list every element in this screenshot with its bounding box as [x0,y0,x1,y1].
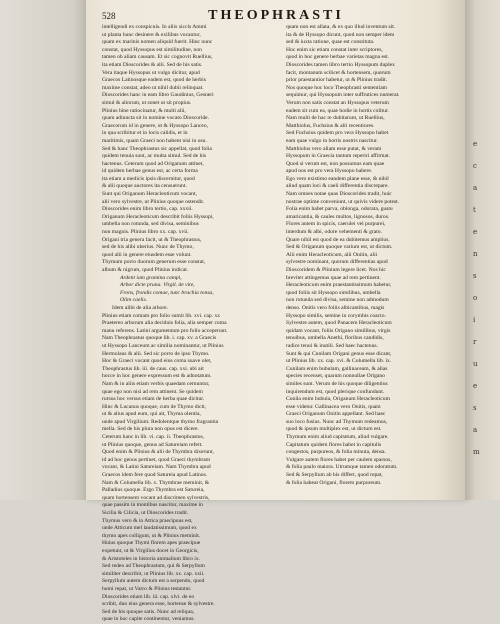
text-line: Nam Theophrastus quoque lib. i. cap. xv. a Graecis [102,335,217,342]
text-line: quam ex marinis nomen aliquid fuerit. Hinc nunc [102,39,213,46]
text-line: Thymum porro duorum generum esse constat, [102,259,206,266]
text-line: Serpyllum autem dictum est a serpendo, quod [102,578,205,585]
text-line: Hoc enim sic etiam constat inter scriptores, [286,46,383,53]
text-line: interdum & albi, odore vehementi & grato. [286,229,383,236]
text-line: expetunt, ut & Virgilius docet in Georgicis, [102,547,199,554]
facing-page-glyph: e [473,140,478,148]
text-line: Folia enim habet parva, oblonga, odorata, gustu [286,206,393,213]
running-head: THEOPHRASTI [208,8,344,23]
text-line: Dioscorides etiam lib. iii. cap. xlvi. de eo [102,593,195,600]
text-line: manu referens. Latini argumentum pro folio acceperunt. [102,327,228,334]
facing-page-glyph: i [473,316,476,324]
book-page [86,0,466,623]
text-line: ut & alius apud eum, qui ait, Thyma olentia, [102,411,201,418]
facing-page-glyph: s [473,404,477,412]
text-line: non rotunda sed divisa, semine non admodum [286,297,389,304]
text-line: quod foliis sit Hyssopo similibus, umbella [286,289,381,296]
text-line: Matthiolus vero aliam esse putat, & veram [286,145,382,152]
text-line: mella. Sed de his plura non opus est dicere. [102,426,199,433]
text-line: sed de his alibi uberius. Nunc de Thymo, [102,244,194,251]
text-line: prior praestantior habetur, ut & Plinius tradit. [286,77,388,84]
text-line: Praetereo arborum alia deciduis folia, alia semper coma [102,320,227,327]
text-line: Sed Fuchsius quidem pro vera Hyssopo habet [286,130,389,137]
text-line: esse videtur. Gallinacea vero Onitis, quam [286,403,381,410]
text-line: amaricantia, & caules multos, lignosos, duros. [286,213,390,220]
facing-page-glyph: m [473,448,480,456]
facing-page-edge [465,0,500,500]
text-line: Dioscoridem & Plinium legere licet. Nos hic [286,267,386,273]
text-line: ut Plinius quoque, genus ad Satureiam refert. [102,441,203,448]
text-line: Hoc & Graeci vocant quod eius coma suave olet, [102,358,212,365]
text-line: alii vero sylvestre, ut Plinius quoque ostendit. [102,198,205,205]
text-line: maritimis, quam Graeci non habent nisi in usu. [102,137,207,144]
text-line: Vulgare autem flores habet per caulem sparsos, [286,456,392,463]
text-line: radice tenui & inutili. Sed haec hactenus. [286,342,378,349]
text-line: unde apud Virgilium: Redolentque thymo fragrantia [102,418,219,425]
text-line: Sunt & qui Cunilam Origani genus esse dicant, [286,350,392,357]
text-line: quod alii in genere eiusdem esse volunt. [102,251,192,258]
text-line: Hyssopum in Graecia tantum reperiri affirmat. [286,153,390,160]
text-line: Graeci Origanum Onitin appellant. Sed haec [286,411,386,418]
text-line: Hermolaus & alii. Sed sic porro de ipso Thymo. [102,350,210,357]
text-line: sylvestre nominant, quorum differentias apud [286,259,388,266]
text-line: ita & de Hyssopo dicunt, quod non semper idem [286,31,395,38]
text-line: constat, quod Hyssopus est similitudine, non [102,46,202,53]
text-line: Quod si verum est, non possumus eam quae [286,160,385,167]
text-line: Cunilam enim bubulam, gallinaceam, & alias [286,365,388,372]
text-line: Graecos idem fere quod Satureia apud Latinos. [102,472,208,479]
text-line: sequimur, qui Hyssopum inter suffrutices numerat. [286,92,400,99]
text-line: apud nos est pro vera Hyssopo habere. [286,168,373,175]
text-line: sed & iuxta ratione, quae est constituta. [286,39,375,46]
verse-quote: Frons, frondis comae, tunc brachia tonsa, [120,289,214,296]
text-line: umbella non rotunda, sed divisa, seminibus [102,221,199,228]
text-line: quam non est allata, & ex quo illud inventum sit. [286,24,396,30]
text-line: Palladius quoque. Ergo Thymbra est Satureia, [102,487,205,494]
text-line: Vera itaque Hyssopus ut vulgo dicitur, apud [102,69,200,76]
citation-line: Idem alibi de alia arbore. [112,304,169,311]
text-line: Sylvestre autem, quod Panacem Heracleoticum [286,320,392,327]
text-line: Sed redeo ad Theophrastum, qui & Serpyllum [102,563,205,570]
text-line: id quidem herbae genus est, ac certa forma [102,168,198,175]
text-line: quod & ipsum multiplex est, ut dictum est. [286,426,382,433]
text-line: Plinius bine ratiocinatur, & multi alii, [102,107,186,114]
text-line: rursus hoc versus etiam de herba quae dicitur. [102,396,205,403]
text-line: Nam multi de hac re dubitarunt, ut Ruellius, [286,115,385,122]
facing-page-glyph: r [473,338,477,346]
text-line: Heracleoticum enim praestantissimum habetur, [286,282,392,289]
text-line: eam quae vulgo in hortis nostris nascitur. [286,137,378,144]
text-line: nostrae optime conveniunt, ut quivis videre potest. [286,198,400,205]
text-line: species recenset, quarum nonnullae Origano [286,373,385,380]
verse-quote: Ardent iam gramina campi, [120,274,182,281]
text-line: Sicilia & Cilicia, ut Dioscorides tradit. [102,510,189,516]
text-line: quidam vocant, foliis Origano similibus, virgis [286,327,391,334]
text-line: suo loco fusius. Nunc ad Thymum redeamus, [286,418,388,425]
verse-quote: Olim caelis. [120,297,148,304]
text-line: eadem sit cum ea, quae hodie in hortis colitur. [286,107,389,114]
text-line: ut Hyssopo Lanceum ac similia nominantur, ut Plinius [102,342,224,349]
text-line: humi repat, ut Varro & Plinius testantur. [102,585,192,592]
text-line: & folia paulo maiora. Utrumque tamen odoratum. [286,464,398,471]
text-line: Nam & Columella lib. x. Thymbrae meminit, & [102,479,210,486]
text-line: thymo apes colligunt, ut & Plinius meminit. [102,532,201,539]
facing-page-glyph: n [473,250,478,258]
text-line: Sed & Origanum quoque varium est, ut dictum. [286,244,393,251]
text-line: quae passim in montibus nascitur, maxime in [102,502,203,509]
text-line: Plinius etiam comam pro folio sumit lib. xvi. cap. xx [102,312,221,319]
text-line: Theophrastus lib. iii. de caus. cap. xxi. ubi ait [102,365,204,372]
text-line: hocce in hoc genere expressum est & adnotatum. [102,373,212,380]
text-line: Sed & hanc Theophrastus sic appellat, quod folia [102,145,212,152]
text-line: maxime constat, adeo ut nihil dubii relinquat. [102,84,204,91]
text-line: Hinc & Lucanus quoque, cum de Thymo dicit, [102,403,207,410]
text-line: breviter attingemus quae ad rem pertinent. [286,274,381,281]
text-line: similes sunt. Verum de his quoque diligentius [286,380,388,387]
text-line: facit, montanum scilicet & hortensem, quorum [286,69,391,76]
facing-page-glyph: s [473,272,477,280]
text-line: intelligendi ex conspicuis. In aliis siccis Ammi [102,24,207,30]
text-line: & Aristoteles in historia animalium libro ix. [102,555,201,562]
text-line: Capitatum quidem flores habet in capitulis [286,441,382,448]
text-line: ut Plinius lib. xx. cap. xvi. & Columella lib. ix. [286,358,392,365]
text-line: Sunt qui Origanum Heracleoticum vocant, [102,191,197,198]
right-text-column [286,24,456,487]
text-line: Graecos Latinosque eadem est, quod de herbis [102,77,206,84]
facing-page-glyph: a [473,426,478,434]
text-line: similiter describit, ut Plinius lib. xx. cap. xxii. [102,570,205,577]
text-line: denso. Onitis vero foliis albicantibus, magis [286,304,385,311]
text-line: hactenus. Ceterum quod ad Origanum attinet, [102,160,204,167]
text-line: Origanum Heracleoticum describit foliis Hyssopi, [102,213,214,220]
text-line: Cunila enim bubula, Origanum Heracleoticum [286,396,390,403]
text-line: Sed de his quoque satis. Nunc ad reliqua, [102,608,195,615]
text-line: & folia habeat Origani, florem purpureum. [286,479,382,486]
text-line: Origani tria genera facit, ut & Theophrastus, [102,236,202,243]
text-line: ita etiam a medicis ipsis discernitur, quod [102,175,195,182]
facing-page-glyph: e [473,228,478,236]
text-line: quam adiuncta sit in nomine vocato Dioscoride. [102,115,210,122]
text-line: Dioscorides enim libro tertio, cap. xxxii. [102,206,193,213]
text-line: Alii enim Heracleoticum, alii Onitin, alii [286,251,378,258]
text-line: scribit, duo eius genera esse, hortense & sylvestre. [102,601,215,608]
facing-page-glyph: u [473,360,478,368]
text-line: unde Atticum mel laudatissimum, quod ex [102,525,197,532]
page-number: 528 [102,11,116,21]
text-line: Huius quoque Thymi florem apes praecipue [102,540,201,547]
text-line: quod in hoc genere herbae varietas magna est. [286,54,390,61]
facing-page-glyph: e [473,382,478,390]
text-line: in qua scribitur et in locis calidis, et in [102,130,188,137]
text-line: Ceterum hanc in lib. vi. cap. ii. Theophrastus, [102,434,205,441]
left-text-column [102,24,280,624]
facing-page-glyph: c [473,162,477,170]
text-line: Nam omnes notae quas Dioscorides tradit, huic [286,191,392,198]
text-line: ut planta hunc desinere & exilibus vocantur, [102,31,201,38]
left-margin [0,0,90,500]
text-line: album & nigrum, quod Plinius indicat. [102,267,189,273]
text-line: quam hortensem vocant ad discrimen sylvestris, [102,494,210,501]
text-line: Dioscorides hanc in eam libro Gaudinius, Gesneri [102,92,214,99]
text-line: inquirendum est, quod plerique confundunt. [286,388,385,395]
text-line: Sed & Serpyllum ab his differt, quod repat, [286,472,383,479]
page-header [96,8,456,24]
text-line: quae ego non nisi ad rem attinent. Se quidem [102,388,203,395]
text-line: tamen ob aliam causam. Et sic cognovit Ruellius, [102,54,213,61]
text-line: Thymum enim aliud capitatum, aliud vulgare. [286,434,389,441]
text-line: tenuibus, umbella Anethi, floribus candidis, [286,335,384,342]
text-line: quae in hoc capite continentur, veniamus. [102,616,195,623]
facing-page-glyph: a [473,184,478,192]
text-line: Matthiolus, Fuchsius & alii recentiores. [286,122,375,129]
text-line: Quare nihil est quod de ea dubitemus amplius. [286,236,390,243]
facing-page-glyph: o [473,294,478,302]
text-line: Graecorum id in genere, ut & Hyssopo Lanceo, [102,122,209,129]
text-line: id ad hoc genus pertinet, quod Graeci thymbram [102,456,211,463]
text-line: Ego vero existimo eandem plane esse, & nihil [286,175,389,182]
text-line: congestos, purpureos, & folia minuta, densa. [286,449,386,456]
text-line: Nam & in aliis etiam verbis quaedam cernuntur, [102,380,210,387]
text-line: Verum non satis constat an Hyssopus veterum [286,99,389,106]
text-line: Nos quoque hoc loco Theophrasti sententiam [286,84,388,91]
text-line: Flores autem in spicis, caerulei vel purpurei, [286,221,386,228]
text-line: non magnis. Plinius libro xx. cap. xvii. [102,229,189,236]
verse-quote: Arbor dicte pruna. Virgil. de vite, [120,282,195,289]
text-line: quidem tenuia sunt, ac multa simul. Sed de his [102,153,207,160]
text-line: Thymus vero & in Attica praecipuus est, [102,517,193,524]
facing-page-glyph: t [473,206,476,214]
text-line: vocant, & Latini Satureiam. Nam Thymbra apud [102,464,211,471]
text-line: & alii quoque auctores ita censuerunt. [102,183,187,190]
text-line: Dioscorides tamen libro tertio Hyssopum duplex [286,61,395,68]
text-line: ita etiam Dioscorides & alii. Sed de his satis. [102,61,203,68]
text-line: Hyssopo similis, semine in corymbis coacto. [286,312,386,319]
text-line: Quod enim & Plinius & alii de Thymbra dixerunt, [102,449,214,456]
text-line: aliud quam loci & caeli differentia discrepare. [286,183,389,190]
text-line: simul & aliorum, ut sonet ut sit propius. [102,99,192,106]
